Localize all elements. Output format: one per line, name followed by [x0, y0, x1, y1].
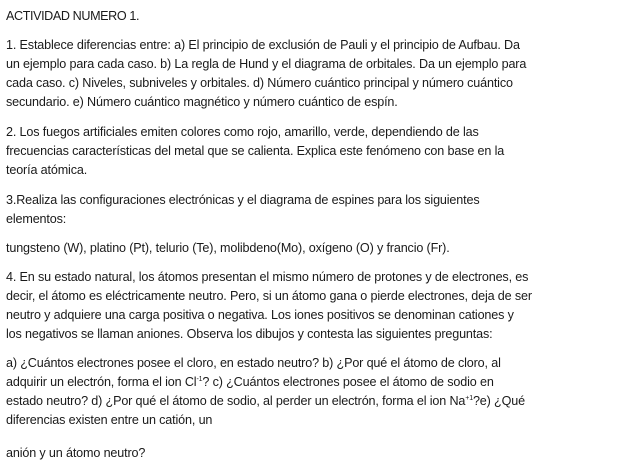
- question-3-elements: tungsteno (W), platino (Pt), telurio (Te), molibdeno(Mo), oxígeno (O) y francio (Fr).: [6, 241, 450, 255]
- question-1-line: 1. Establece diferencias entre: a) El principio de exclusión de Pauli y el principio de Aufbau. Da: [6, 38, 520, 52]
- question-4-subquestions-line: a) ¿Cuántos electrones posee el cloro, en estado neutro? b) ¿Por qué el átomo de cloro, al: [6, 356, 501, 370]
- question-4-line: neutro y adquiere una carga positiva o negativa. Los iones positivos se denominan cationes y: [6, 308, 514, 322]
- question-2: [6, 123, 619, 180]
- question-1-line: un ejemplo para cada caso. b) La regla de Hund y el diagrama de orbitales. Da un ejemplo para: [6, 57, 527, 71]
- question-3-line: 3.Realiza las configuraciones electrónicas y el diagrama de espines para los siguientes: [6, 193, 480, 207]
- question-4: [6, 268, 619, 463]
- question-4-line: 4. En su estado natural, los átomos presentan el mismo número de protones y de electrones, es: [6, 270, 529, 284]
- question-4-line: decir, el átomo es eléctricamente neutro. Pero, si un átomo gana o pierde electrones, deja de ser: [6, 289, 532, 303]
- question-4-subquestions-line: diferencias existen entre un catión, un: [6, 413, 213, 427]
- question-4-subquestions-line: [6, 392, 619, 411]
- question-3: [6, 191, 619, 258]
- question-1-line: cada caso. c) Niveles, subniveles y orbitales. d) Número cuántico principal y número cuántico: [6, 76, 513, 90]
- question-1: [6, 36, 619, 112]
- question-2-line: frecuencias características del metal que se calienta. Explica este fenómeno con base en la: [6, 144, 505, 158]
- sodium-charge: +1: [465, 394, 473, 402]
- text-run: adquirir un electrón, forma el ion Cl: [6, 375, 197, 389]
- question-4-subquestions-line: anión y un átomo neutro?: [6, 446, 146, 460]
- question-4-line: los negativos se llaman aniones. Observa los dibujos y contesta las siguientes preguntas:: [6, 327, 493, 341]
- text-run: ?e) ¿Qué: [472, 394, 525, 408]
- question-3-line: elementos:: [6, 212, 67, 226]
- question-1-line: secundario. e) Número cuántico magnético y número cuántico de espín.: [6, 95, 398, 109]
- text-run: ? c) ¿Cuántos electrones posee el átomo de sodio en: [202, 375, 494, 389]
- question-2-line: teoría atómica.: [6, 163, 88, 177]
- activity-title: ACTIVIDAD NUMERO 1.: [6, 9, 140, 23]
- text-run: estado neutro? d) ¿Por qué el átomo de sodio, al perder un electrón, forma el ion Na: [6, 394, 466, 408]
- question-4-subquestions-line: [6, 373, 619, 392]
- question-2-line: 2. Los fuegos artificiales emiten colores como rojo, amarillo, verde, dependiendo de las: [6, 125, 479, 139]
- chloride-charge: -1: [196, 375, 203, 383]
